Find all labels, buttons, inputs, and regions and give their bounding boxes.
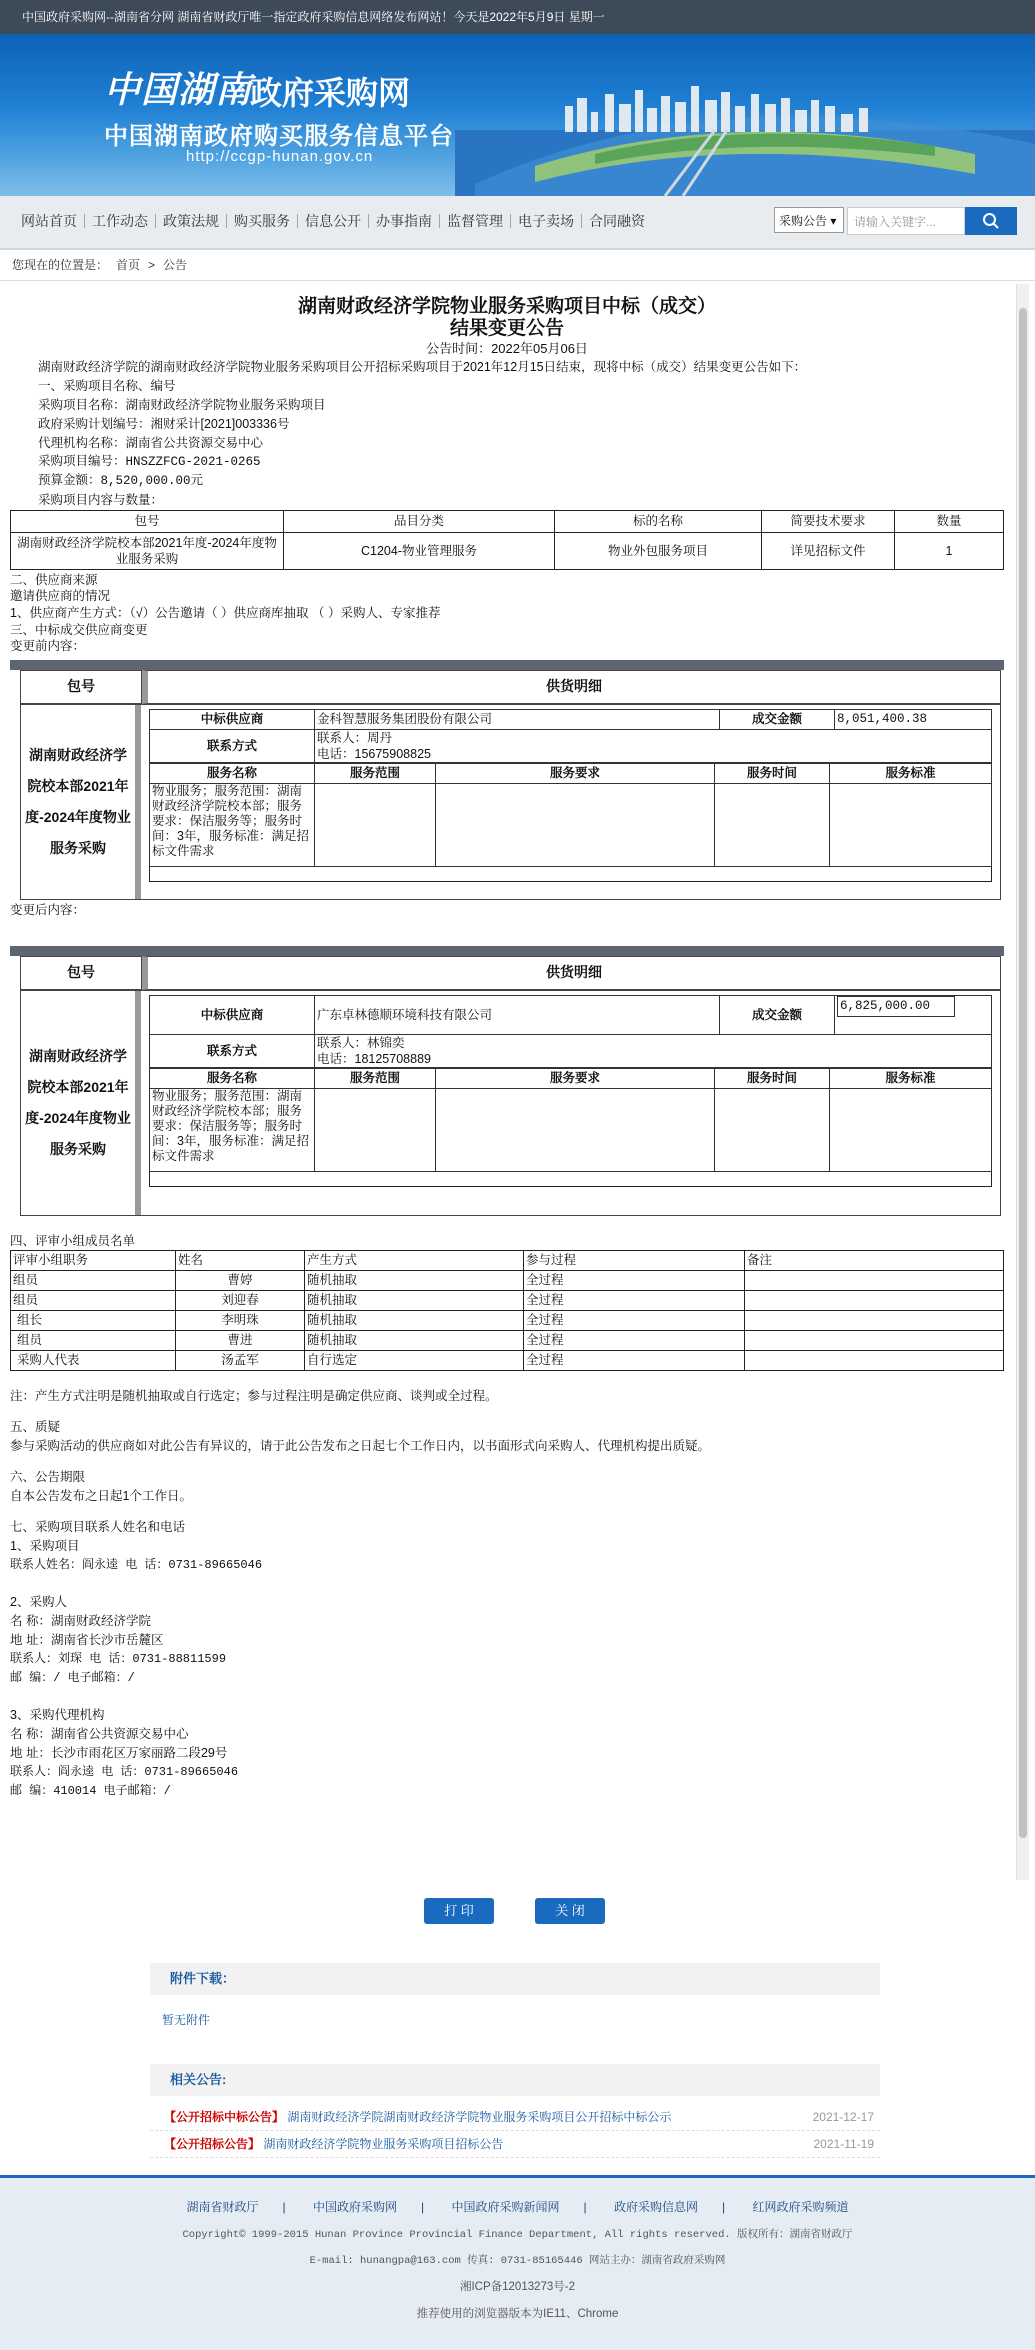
budget-amount: 预算金额：8,520,000.00元 (38, 474, 204, 488)
nav-item-disclosure[interactable]: 信息公开 (298, 214, 369, 228)
agency-name: 代理机构名称：湖南省公共资源交易中心 (38, 436, 264, 450)
jury-table (10, 1250, 1004, 1371)
attachments-empty: 暂无附件 (162, 2013, 211, 2027)
items-cell-category: C1204-物业管理服务 (284, 533, 555, 570)
svc-head-scope: 服务范围 (315, 764, 436, 784)
contact-2-title: 2、采购人 (10, 1595, 67, 1609)
items-header-pkg: 包号 (11, 511, 284, 533)
nav-item-policy[interactable]: 政策法规 (156, 214, 227, 228)
site-url: http://ccgp-hunan.gov.cn (186, 148, 374, 165)
jury-head-method: 产生方式 (305, 1251, 524, 1271)
jury-row: 组员 刘迎春 随机抽取 全过程 (11, 1291, 1004, 1311)
nav-item-guide[interactable]: 办事指南 (369, 214, 440, 228)
related-panel (150, 2064, 880, 2158)
label-contact: 联系方式 (150, 730, 315, 763)
after-label: 变更后内容： (10, 903, 86, 917)
site-banner (0, 34, 1035, 196)
items-table (10, 510, 1004, 570)
section-6-text: 自本公告发布之日起1个工作日。 (10, 1489, 192, 1503)
section-4-title: 四、评审小组成员名单 (10, 1234, 136, 1248)
contact-3-person: 联系人：阎永逵 电 话：0731-89665046 (10, 1765, 239, 1779)
related-title: 相关公告: (150, 2064, 880, 2096)
section-2-title: 二、供应商来源 (10, 573, 98, 587)
contact-1-title: 1、采购项目 (10, 1539, 80, 1553)
items-header-tech: 简要技术要求 (762, 511, 895, 533)
supply-pkg-name-2: 湖南财政经济学院校本部2021年度-2024年度物业服务采购 (21, 991, 141, 1215)
svc-head-std-2: 服务标准 (830, 1069, 992, 1089)
supply-head-pkg-2: 包号 (20, 956, 142, 990)
content-label: 采购项目内容与数量： (38, 493, 164, 507)
supply-head-detail-2: 供货明细 (142, 956, 1001, 990)
related-item[interactable]: 【公开招标公告】 湖南财政经济学院物业服务采购项目招标公告 2021-11-19 (150, 2131, 880, 2158)
label-amount-2: 成交金额 (720, 996, 835, 1035)
supply-after-table (149, 995, 992, 1068)
jury-head-remark: 备注 (745, 1251, 1004, 1271)
breadcrumb (0, 250, 1035, 281)
items-cell-tech: 详见招标文件 (762, 533, 895, 570)
supply-before-block (10, 660, 1004, 900)
footer-link-ccgp[interactable]: 中国政府采购网 (313, 2200, 398, 2214)
site-title: 政府采购网 (250, 75, 411, 111)
svc-after-name: 物业服务；服务范围：湖南财政经济学院校本部；服务要求：保洁服务等；服务时间：3年，服务标准：满足招标文件需求 (150, 1089, 315, 1172)
svc-head-name: 服务名称 (150, 764, 315, 784)
top-info-text: 中国政府采购网--湖南省分网 湖南省财政厅唯一指定政府采购信息网络发布网站！今天是2022年5月9日 星期一 (22, 10, 605, 24)
section-7-title: 七、采购项目联系人姓名和电话 (10, 1520, 186, 1534)
jury-row: 组员 曹婷 随机抽取 全过程 (11, 1271, 1004, 1291)
nav-item-finance[interactable]: 合同融资 (589, 213, 645, 229)
footer-browser: 推荐使用的浏览器版本为IE11、Chrome (416, 2308, 619, 2320)
doc-subtitle: 结果变更公告 (449, 318, 564, 339)
after-supplier: 广东卓林德顺环境科技有限公司 (315, 996, 720, 1035)
breadcrumb-current: 公告 (163, 258, 188, 272)
main-nav (0, 196, 1035, 250)
supply-head-pkg: 包号 (20, 670, 142, 704)
search-category-select[interactable]: 采购公告 ▾ (774, 207, 844, 233)
items-cell-target: 物业外包服务项目 (555, 533, 762, 570)
search-button[interactable] (965, 207, 1017, 235)
breadcrumb-sep: > (148, 258, 156, 272)
footer-link-info[interactable]: 政府采购信息网 (613, 2200, 698, 2214)
contact-2-name: 名 称：湖南财政经济学院 (10, 1614, 151, 1628)
contact-1-line: 联系人姓名：阎永逵 电 话：0731-89665046 (10, 1558, 263, 1572)
contact-2-addr: 地 址：湖南省长沙市岳麓区 (10, 1633, 164, 1647)
project-name: 采购项目名称：湖南财政经济学院物业服务采购项目 (38, 398, 326, 412)
service-after-table (149, 1068, 992, 1172)
svc-head-req-2: 服务要求 (436, 1069, 715, 1089)
footer-link-rednet[interactable]: 红网政府采购频道 (752, 2200, 849, 2214)
attachments-title: 附件下载： (150, 1963, 880, 1995)
print-button[interactable]: 打 印 (424, 1898, 494, 1924)
site-subtitle: 中国湖南政府购买服务信息平台 (104, 123, 454, 150)
before-amount: 8,051,400.38 (835, 710, 992, 730)
search-icon (982, 212, 1000, 230)
nav-item-news[interactable]: 工作动态 (85, 214, 156, 228)
nav-item-supervision[interactable]: 监督管理 (440, 214, 511, 228)
after-contact-person: 联系人：林锦奕 (317, 1036, 405, 1050)
section-6-title: 六、公告期限 (10, 1470, 86, 1484)
doc-intro: 湖南财政经济学院的湖南财政经济学院物业服务采购项目公开招标采购项目于2021年12月15日结束，现将中标（成交）结果变更公告如下： (38, 360, 807, 374)
contact-2-mail: 邮 编：/ 电子邮箱：/ (10, 1671, 135, 1685)
site-footer: 湖南省财政厅 | 中国政府采购网 | 中国政府采购新闻网 | 政府采购信息网 | 红网政府采购频道 Copyright© 1999-2015 Hunan Province Provincial Finance Department, All rights reserved. 版权所有：湖南省财政厅 E-mail: hunangpa@163.com 传真: 0731-85165446 网站主办：湖南省政府采购网 湘ICP备12013273号-2 推荐使用的浏览器版本为IE11、Chrome (0, 2175, 1035, 2350)
items-header-category: 品目分类 (284, 511, 555, 533)
svc-before-name: 物业服务；服务范围：湖南财政经济学院校本部；服务要求：保洁服务等；服务时间：3年，服务标准：满足招标文件需求 (150, 784, 315, 867)
cityscape-illustration (415, 34, 1035, 196)
contact-3-addr: 地 址：长沙市雨花区万家丽路二段29号 (10, 1746, 228, 1760)
announcement-document (10, 292, 1004, 1801)
service-before-table (149, 763, 992, 867)
top-info-bar (0, 0, 1035, 34)
after-contact-phone: 电话：18125708889 (317, 1052, 431, 1066)
section-5-title: 五、质疑 (10, 1420, 61, 1434)
svc-head-time: 服务时间 (715, 764, 830, 784)
label-supplier-2: 中标供应商 (150, 996, 315, 1035)
plan-number: 政府采购计划编号：湘财采计[2021]003336号 (38, 417, 290, 431)
content-scrollbar[interactable] (1016, 284, 1029, 1880)
nav-item-emall[interactable]: 电子卖场 (511, 214, 582, 228)
svc-head-name-2: 服务名称 (150, 1069, 315, 1089)
section-1-title: 一、采购项目名称、编号 (38, 379, 176, 393)
footer-icp[interactable]: 湘ICP备12013273号-2 (459, 2281, 576, 2293)
project-number: 采购项目编号：HNSZZFCG-2021-0265 (38, 455, 261, 469)
logo-calligraphy: 中国湖南 (104, 69, 253, 111)
jury-head-name: 姓名 (176, 1251, 305, 1271)
supply-before-table (149, 709, 992, 763)
before-contact-person: 联系人：周丹 (317, 731, 393, 745)
jury-row: 组员 曹进 随机抽取 全过程 (11, 1331, 1004, 1351)
section-5-text: 参与采购活动的供应商如对此公告有异议的，请于此公告发布之日起七个工作日内，以书面形式向采购人、代理机构提出质疑。 (10, 1439, 711, 1453)
footer-copyright: Copyright© 1999-2015 Hunan Province Provincial Finance Department, All rights reserved. 版权所有：湖南省财政厅 (182, 2229, 853, 2241)
related-item[interactable]: 【公开招标中标公告】 湖南财政经济学院湖南财政经济学院物业服务采购项目公开招标中标公示 2021-12-17 (150, 2104, 880, 2131)
section-3-title: 三、中标成交供应商变更 (10, 623, 148, 637)
doc-title: 湖南财政经济学院物业服务采购项目中标（成交） (297, 296, 716, 317)
svc-head-std: 服务标准 (830, 764, 992, 784)
section-2-sub: 邀请供应商的情况 (10, 589, 111, 603)
svc-head-time-2: 服务时间 (715, 1069, 830, 1089)
note-text: 注：产生方式注明是随机抽取或自行选定；参与过程注明是确定供应商、谈判或全过程。 (10, 1389, 498, 1403)
breadcrumb-label: 您现在的位置是： (12, 258, 109, 272)
footer-email: E-mail: hunangpa@163.com 传真: 0731-85165446 网站主办：湖南省政府采购网 (309, 2255, 726, 2267)
supply-after-block (10, 946, 1004, 1216)
footer-link-news[interactable]: 中国政府采购新闻网 (451, 2200, 560, 2214)
items-header-qty: 数量 (895, 511, 1004, 533)
after-amount: 6,825,000.00 (837, 996, 955, 1017)
search-bar (774, 207, 1017, 235)
svc-head-scope-2: 服务范围 (315, 1069, 436, 1089)
doc-date: 公告时间：2022年05月06日 (426, 341, 588, 356)
contact-2-person: 联系人：刘琛 电 话：0731-88811599 (10, 1652, 227, 1666)
scrollbar-thumb[interactable] (1019, 308, 1027, 1838)
jury-head-process: 参与过程 (524, 1251, 745, 1271)
items-header-target: 标的名称 (555, 511, 762, 533)
contact-3-mail: 邮 编：410014 电子邮箱：/ (10, 1784, 171, 1798)
contact-3-name: 名 称：湖南省公共资源交易中心 (10, 1727, 189, 1741)
contact-3-title: 3、采购代理机构 (10, 1708, 105, 1722)
label-amount: 成交金额 (720, 710, 835, 730)
before-contact-phone: 电话：15675908825 (317, 747, 431, 761)
nav-item-home[interactable]: 网站首页 (14, 214, 85, 228)
jury-row: 采购人代表 汤孟军 自行选定 全过程 (11, 1351, 1004, 1371)
label-supplier: 中标供应商 (150, 710, 315, 730)
breadcrumb-home[interactable]: 首页 (116, 258, 141, 272)
supplier-method: 1、供应商产生方式：（√）公告邀请（ ）供应商库抽取 （ ）采购人、专家推荐 (10, 606, 441, 620)
supply-head-detail: 供货明细 (142, 670, 1001, 704)
before-supplier: 金科智慧服务集团股份有限公司 (315, 710, 720, 730)
jury-row: 组长 李明珠 随机抽取 全过程 (11, 1311, 1004, 1331)
svc-head-req: 服务要求 (436, 764, 715, 784)
before-label: 变更前内容： (10, 639, 86, 653)
supply-pkg-name: 湖南财政经济学院校本部2021年度-2024年度物业服务采购 (21, 705, 141, 899)
footer-link-finance[interactable]: 湖南省财政厅 (186, 2200, 259, 2214)
close-button[interactable]: 关 闭 (535, 1898, 605, 1924)
nav-item-services[interactable]: 购买服务 (227, 214, 298, 228)
items-cell-qty: 1 (895, 533, 1004, 570)
items-cell-pkg: 湖南财政经济学院校本部2021年度-2024年度物业服务采购 (11, 533, 284, 570)
attachments-panel (150, 1963, 880, 2035)
label-contact-2: 联系方式 (150, 1035, 315, 1068)
search-input[interactable]: 请输入关键字... (847, 207, 965, 235)
jury-head-role: 评审小组职务 (11, 1251, 176, 1271)
